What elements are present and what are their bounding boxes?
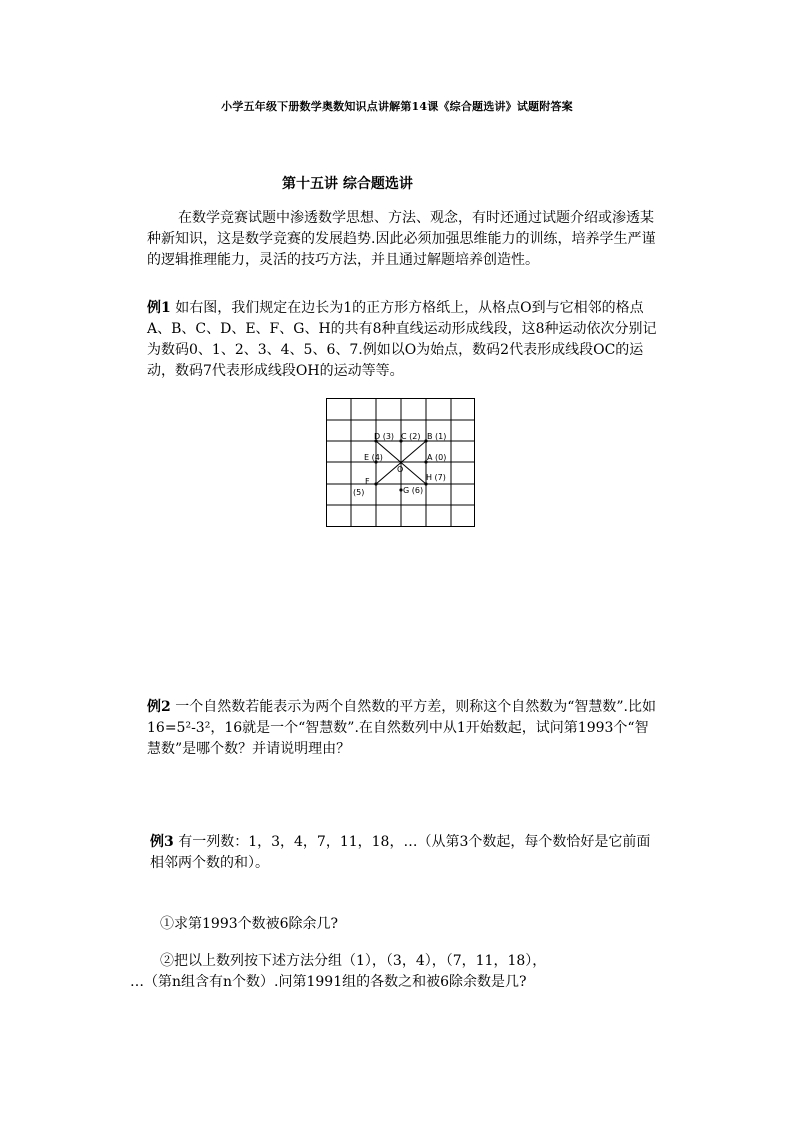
label-g: G (6) <box>403 486 424 495</box>
question-2 <box>130 951 660 993</box>
question-2-line-2: …（第n组含有n个数）.问第1991组的各数之和被6除余数是几? <box>130 974 527 990</box>
label-f-number: (5) <box>353 488 365 497</box>
example-3 <box>150 832 660 874</box>
example-1-text: 如右图，我们规定在边长为1的正方形方格纸上，从格点O到与它相邻的格点A、B、C、D、E、F、G、H的共有8种直线运动形成线段，这8种运动依次分别记为数码0、1、2、3、4、5、6、7.例如以O为始点，数码2代表形成线段OC的运动，数码7代表形成线段OH的运动等等。 <box>147 300 657 379</box>
example-3-label: 例3 <box>150 834 174 850</box>
label-f: F <box>365 477 370 486</box>
motion-segments <box>376 441 426 484</box>
example-3-text: 有一列数：1，3，4，7，11，18，…（从第3个数起，每个数恰好是它前面相邻两个数的和）。 <box>150 834 651 871</box>
label-e: E (4) <box>364 453 383 462</box>
example-2-label: 例2 <box>147 699 171 715</box>
question-2-line-1: ②把以上数列按下述方法分组（1），（3，4），（7，11，18）， <box>160 953 547 969</box>
example-2-text: 一个自然数若能表示为两个自然数的平方差，则称这个自然数为“智慧数”.比如16=5²-3²，16就是一个“智慧数”.在自然数列中从1开始数起，试问第1993个“智慧数”是哪个数？并请说明理由？ <box>147 699 656 757</box>
grid-diagram <box>326 398 475 527</box>
label-o: O <box>397 465 404 474</box>
example-2 <box>147 697 657 760</box>
label-b: B (1) <box>427 432 447 441</box>
lesson-title: 第十五讲 综合题选讲 <box>282 176 413 192</box>
question-1: ①求第1993个数被6除余几? <box>160 916 339 932</box>
label-h: H (7) <box>426 473 446 482</box>
example-1 <box>147 298 657 382</box>
intro-paragraph: 在数学竞赛试题中渗透数学思想、方法、观念，有时还通过试题介绍或渗透某种新知识，这是数学竞赛的发展趋势.因此必须加强思维能力的训练，培养学生严谨的逻辑推理能力，灵活的技巧方法，并且通过解题培养创造性。 <box>147 210 656 268</box>
label-d: D (3) <box>374 432 395 441</box>
example-1-label: 例1 <box>147 300 171 316</box>
grid-figure <box>326 398 475 527</box>
page-header: 小学五年级下册数学奥数知识点讲解第14课《综合题选讲》试题附答案 <box>221 100 573 113</box>
label-a: A (0) <box>427 453 447 462</box>
label-c: C (2) <box>401 432 421 441</box>
